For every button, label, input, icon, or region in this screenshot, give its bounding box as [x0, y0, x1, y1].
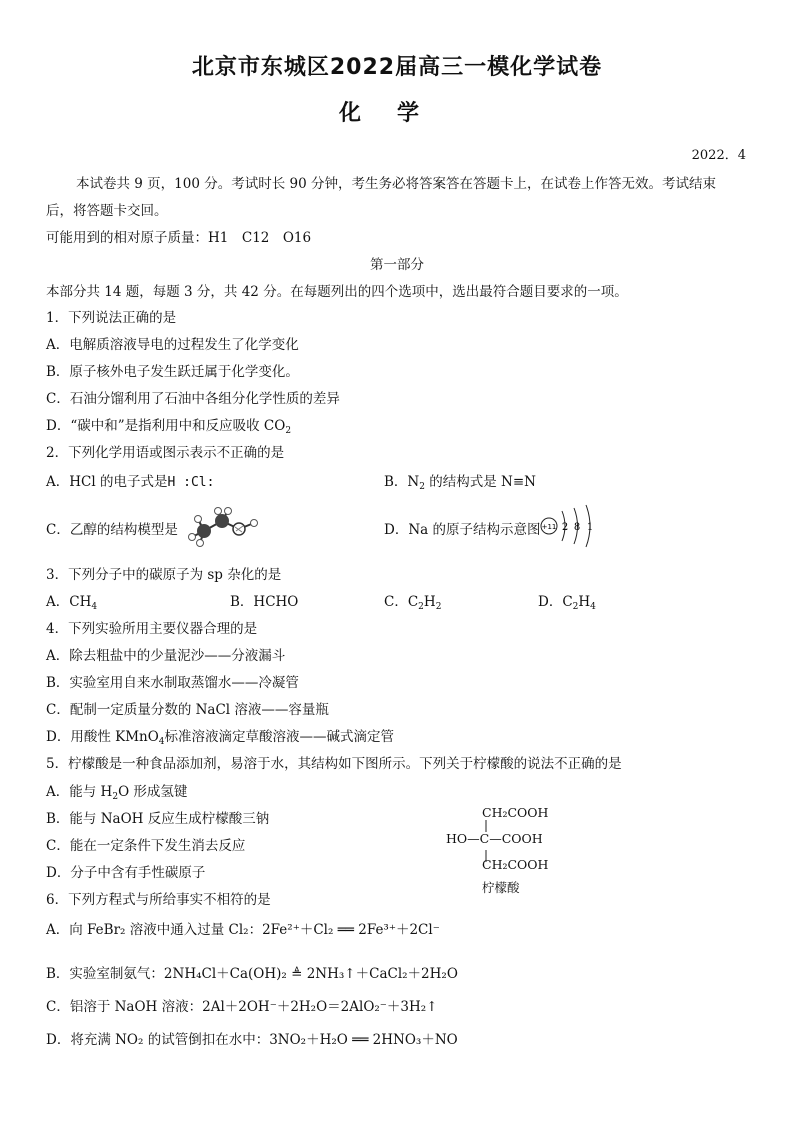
- q1-option-d: [46, 414, 291, 436]
- q2-option-b-text: B．N: [384, 474, 420, 490]
- citric-acid-central-carbon: C: [479, 831, 490, 846]
- q6-option-c: C．铝溶于 NaOH 溶液：2Al＋2OH⁻＋2H₂O＝2AlO₂⁻＋3H₂↑: [46, 999, 438, 1015]
- na-shell-2: 8: [573, 522, 581, 533]
- citric-acid-vertical-bonds: [479, 818, 490, 870]
- q4-option-d: [46, 725, 394, 747]
- q6-option-a: A．向 FeBr₂ 溶液中通入过量 Cl₂：2Fe²⁺＋Cl₂ ══ 2Fe³⁺＋2Cl⁻: [46, 922, 440, 938]
- q2-option-d: D．Na 的原子结构示意图: [384, 522, 541, 538]
- citric-acid-middle-row: [446, 826, 548, 852]
- q2-option-a: [46, 470, 214, 490]
- q1-option-d-sub: 2: [285, 426, 292, 436]
- q5-option-c: C．能在一定条件下发生消去反应: [46, 838, 246, 854]
- q3-option-a-sub: 4: [91, 602, 98, 612]
- q5-option-a-text: A．能与 H: [46, 784, 113, 800]
- bond-right: —: [489, 831, 502, 846]
- q1-option-d-text: D．“碳中和”是指利用中和反应吸收 CO: [46, 418, 286, 434]
- na-atomic-structure-diagram: [540, 503, 600, 549]
- q5-option-d: D．分子中含有手性碳原子: [46, 865, 206, 881]
- q5-option-a-post: O 形成氢键: [118, 784, 188, 800]
- na-shell-1: 2: [561, 522, 569, 533]
- q3-option-d-sub1: 2: [572, 602, 579, 612]
- exam-date: 2022．4: [691, 148, 746, 163]
- q1-option-c: C．石油分馏利用了石油中各组分化学性质的差异: [46, 391, 340, 407]
- intro-line-1: 本试卷共 9 页，100 分。考试时长 90 分钟，考生务必将答案答在答题卡上，在试卷上作答无效。考试结束: [76, 176, 716, 192]
- q3-option-b: B．HCHO: [230, 594, 299, 610]
- na-nucleus-label: +11: [541, 523, 557, 531]
- intro-line-2: 后，将答题卡交回。: [46, 203, 168, 219]
- citric-acid-caption: 柠檬酸: [482, 880, 520, 895]
- citric-acid-ho: HO: [446, 831, 468, 846]
- citric-acid-structure: [446, 800, 548, 898]
- q4-option-d-text: D．用酸性 KMnO: [46, 729, 159, 745]
- citric-acid-top-group: CH₂COOH: [482, 805, 549, 820]
- q3-option-c-mid: H: [423, 594, 436, 610]
- q1-stem: 1．下列说法正确的是: [46, 310, 177, 326]
- q3-option-a: [46, 590, 97, 612]
- q2-option-a-text: A．HCl 的电子式是: [46, 474, 168, 490]
- q4-option-a: A．除去粗盐中的少量泥沙——分液漏斗: [46, 648, 286, 664]
- q3-option-c-sub2: 2: [435, 602, 442, 612]
- q2-option-c: C．乙醇的结构模型是: [46, 522, 178, 538]
- q1-option-b: B．原子核外电子发生跃迁属于化学变化。: [46, 364, 299, 380]
- part1-heading: 第一部分: [370, 257, 424, 273]
- q2-option-b: [384, 470, 536, 492]
- q3-option-c-sub1: 2: [418, 602, 424, 612]
- q3-option-d: [538, 590, 596, 612]
- hcl-electron-formula: H :Cl:: [167, 475, 215, 490]
- q3-stem: 3．下列分子中的碳原子为 sp 杂化的是: [46, 567, 282, 583]
- q6-option-b: B．实验室制氨气：2NH₄Cl＋Ca(OH)₂ ≜ 2NH₃↑＋CaCl₂＋2H₂O: [46, 966, 458, 982]
- q4-option-b: B．实验室用自来水制取蒸馏水——冷凝管: [46, 675, 299, 691]
- q3-option-c: [384, 590, 441, 612]
- q5-option-b: B．能与 NaOH 反应生成柠檬酸三钠: [46, 811, 270, 827]
- q2-stem: 2．下列化学用语或图示表示不正确的是: [46, 445, 285, 461]
- q4-option-c: C．配制一定质量分数的 NaCl 溶液——容量瓶: [46, 702, 329, 718]
- q4-option-d-post: 标准溶液滴定草酸溶液——碱式滴定管: [164, 729, 395, 745]
- ethanol-ball-stick-model: [184, 507, 264, 547]
- citric-acid-bottom-group: CH₂COOH: [482, 857, 549, 872]
- q6-stem: 6．下列方程式与所给事实不相符的是: [46, 892, 271, 908]
- q4-option-d-sub: 4: [158, 737, 165, 747]
- q6-option-d: D．将充满 NO₂ 的试管倒扣在水中：3NO₂＋H₂O ══ 2HNO₃＋NO: [46, 1032, 458, 1048]
- atomic-masses: 可能用到的相对原子质量：H1 C12 O16: [46, 230, 312, 246]
- subject-title: 化学: [338, 101, 455, 126]
- exam-title: 北京市东城区2022届高三一模化学试卷: [191, 55, 603, 80]
- q5-option-a-sub: 2: [112, 792, 119, 802]
- q4-stem: 4．下列实验所用主要仪器合理的是: [46, 621, 258, 637]
- q3-option-d-mid: H: [578, 594, 591, 610]
- q5-option-a: [46, 780, 187, 802]
- q2-option-b-sub: 2: [419, 482, 425, 492]
- q3-option-a-text: A．CH: [46, 594, 92, 610]
- na-shell-3: 1: [586, 522, 594, 533]
- citric-acid-cooh: COOH: [501, 831, 543, 846]
- bond-left: —: [467, 831, 480, 846]
- q5-stem: 5．柠檬酸是一种食品添加剂，易溶于水，其结构如下图所示。下列关于柠檬酸的说法不正确的是: [46, 756, 622, 772]
- q2-option-b-post: 的结构式是 N≡N: [424, 474, 536, 490]
- q3-option-d-sub2: 4: [590, 602, 596, 612]
- q3-option-d-text: D．C: [538, 594, 573, 610]
- part1-instructions: 本部分共 14 题，每题 3 分，共 42 分。在每题列出的四个选项中，选出最符合题目要求的一项。: [46, 284, 628, 300]
- q3-option-c-text: C．C: [384, 594, 419, 610]
- q1-option-a: A．电解质溶液导电的过程发生了化学变化: [46, 337, 299, 353]
